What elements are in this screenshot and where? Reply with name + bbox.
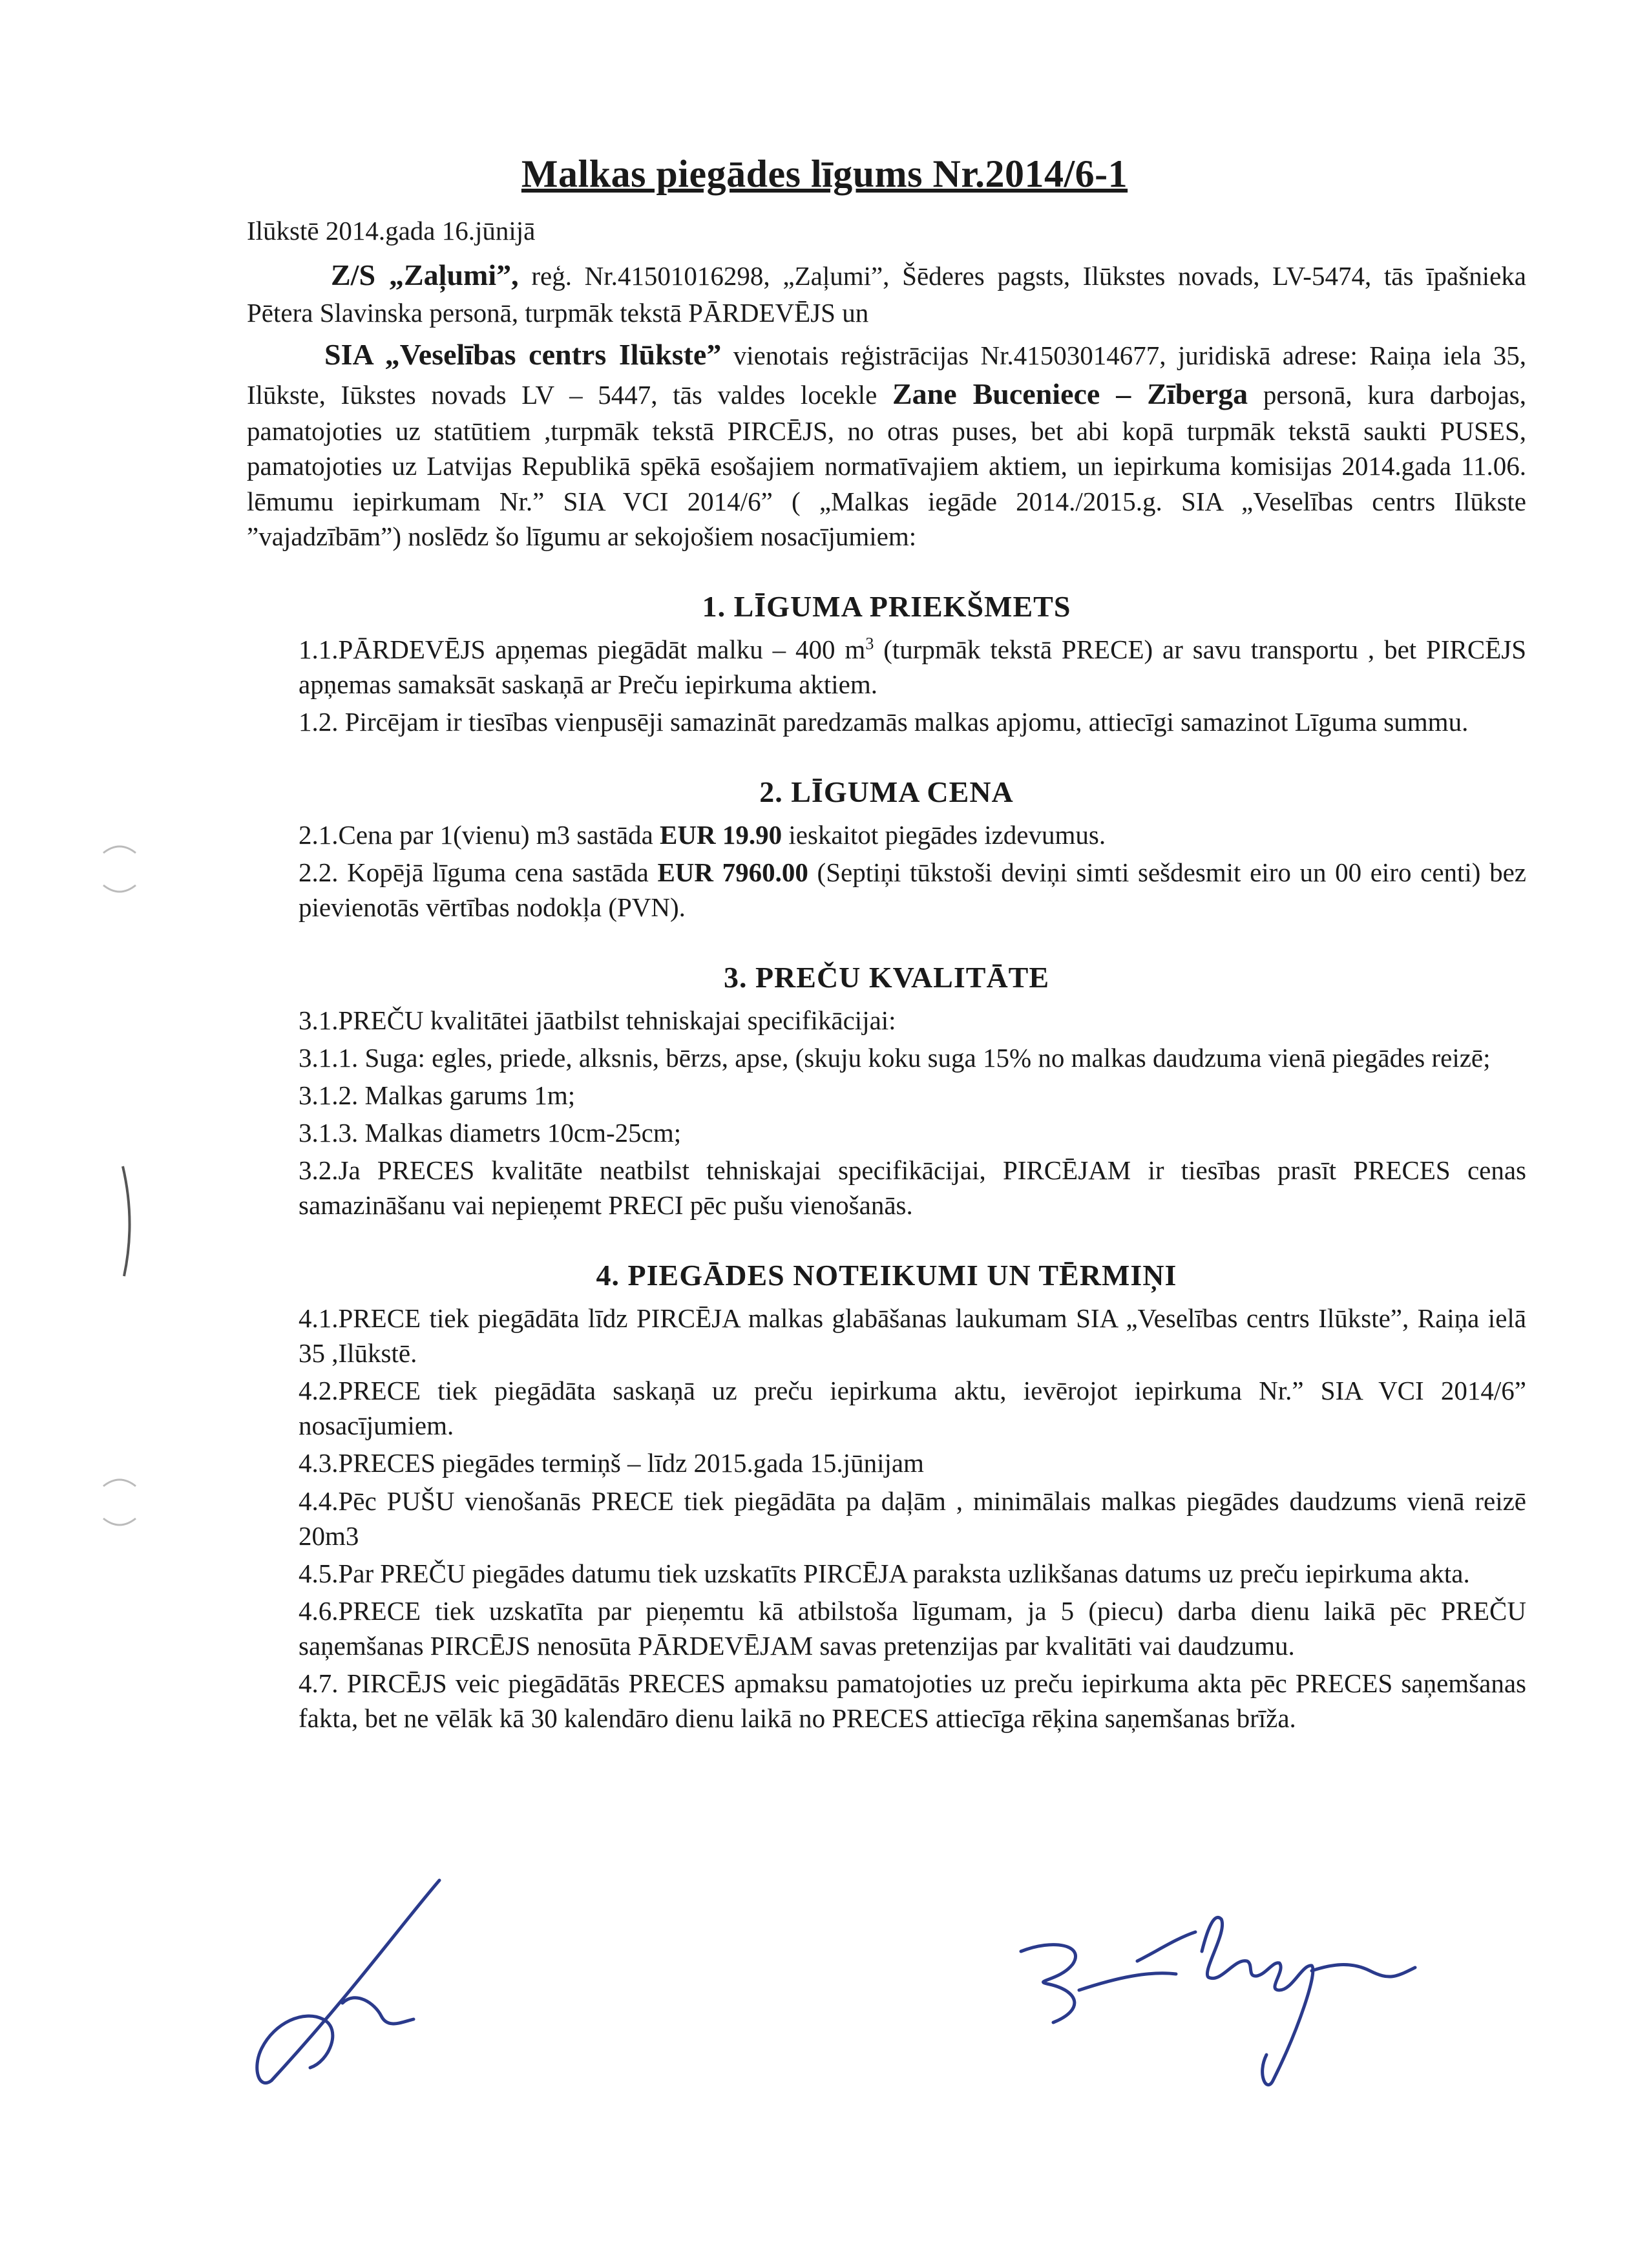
party-seller-text: reģ. Nr.41501016298, „Zaļumi”, Šēderes pagsts, Ilūkstes novads, LV-5474, tās īpašnieka Pētera Slavinska personā, turpmāk tekstā PĀRDEVĒJS un: [247, 261, 1526, 328]
place-date: Ilūkstē 2014.gada 16.jūnijā: [247, 216, 536, 246]
section-heading-4: 4. PIEGĀDES NOTEIKUMI UN TĒRMIŅI: [596, 1259, 1177, 1292]
section-heading-3: 3. PREČU KVALITĀTE: [723, 960, 1050, 994]
clause-4-2: 4.2.PRECE tiek piegādāta saskaņā uz preču iepirkuma aktu, ievērojot iepirkuma Nr.” SIA VCI 2014/6” nosacījumiem.: [299, 1376, 1526, 1441]
section-heading-1: 1. LĪGUMA PRIEKŠMETS: [702, 589, 1071, 623]
clause-text: 2.2. Kopējā līguma cena sastāda: [299, 857, 658, 887]
buyer-signature-icon: [1008, 1900, 1422, 2094]
clause-4-7: 4.7. PIRCĒJS veic piegādātās PRECES apmaksu pamatojoties uz preču iepirkuma akta pēc PRECES saņemšanas fakta, bet ne vēlāk kā 30 kalendāro dienu laikā no PRECES attiecīga rēķina saņemšanas brīža.: [299, 1668, 1526, 1734]
clause-text: (Septiņi tūkstoši deviņi simti sešdesmit eiro un 00 eiro centi) bez pievienotās vērtības nodokļa (PVN).: [299, 857, 1526, 922]
clause-3-1-1: 3.1.1. Suga: egles, priede, alksnis, bērzs, apse, (skuju koku suga 15% no malkas daudzuma vienā piegādes reizē;: [299, 1042, 1491, 1073]
clause-3-1-2: 3.1.2. Malkas garums 1m;: [299, 1080, 576, 1110]
party-buyer-text-c: personā, kura darbojas, pamatojoties uz statūtiem ,turpmāk tekstā PIRCĒJS, no otras puses, bet abi kopā turpmāk tekstā saukti PUSES, pamatojoties uz Latvijas Republikā spēkā esošajiem normatīvajiem aktiem, un iepirkuma komisijas 2014.gada 11.06. lēmumu iepirkumam Nr.” SIA VCI 2014/6” ( „Malkas iegāde 2014./2015.g. SIA „Veselības centrs Ilūkste ”vajadzībām”) noslēdz šo līgumu ar sekojošiem nosacījumiem:: [247, 379, 1526, 551]
binder-mark-1: [90, 840, 149, 898]
clause-4-6: 4.6.PRECE tiek uzskatīta par pieņemtu kā atbilstoša līgumam, ja 5 (piecu) darba dienu laikā pēc PREČU saņemšanas PIRCĒJS nenosūta PĀRDEVĒJAM savas pretenzijas par kvalitāti vai daudzumu.: [299, 1595, 1526, 1661]
clause-3-1: 3.1.PREČU kvalitātei jāatbilst tehniskajai specifikācijai:: [299, 1005, 896, 1035]
binder-mark-2: [116, 1163, 142, 1279]
clause-text: 2.1.Cena par 1(vienu) m3 sastāda: [299, 819, 660, 850]
price-total: EUR 7960.00: [657, 857, 808, 887]
party-seller: [247, 256, 1526, 330]
party-buyer-representative: Zane Buceniece – Zīberga: [892, 377, 1248, 410]
clause-4-5: 4.5.Par PREČU piegādes datumu tiek uzskatīts PIRCĒJA paraksta uzlikšanas datums uz preču iepirkuma akta.: [299, 1558, 1470, 1588]
clause-3-2: 3.2.Ja PRECES kvalitāte neatbilst tehniskajai specifikācijai, PIRCĒJAM ir tiesības prasīt PRECES cenas samazināšanu vai nepieņemt PRECI pēc pušu vienošanās.: [299, 1155, 1526, 1221]
clause-text: ieskaitot piegādes izdevumus.: [782, 819, 1106, 850]
clause-1-2: 1.2. Pircējam ir tiesības vienpusēji samazināt paredzamās malkas apjomu, attiecīgi samazinot Līguma summu.: [299, 706, 1469, 737]
seller-signature-icon: [246, 1874, 478, 2094]
party-buyer-name: SIA „Veselības centrs Ilūkste”: [324, 337, 722, 371]
party-seller-name: Z/S „Zaļumi”,: [331, 258, 519, 292]
clause-4-3: 4.3.PRECES piegādes termiņš – līdz 2015.gada 15.jūnijam: [299, 1448, 924, 1478]
superscript: 3: [865, 633, 874, 653]
clause-4-1: 4.1.PRECE tiek piegādāta līdz PIRCĒJA malkas glabāšanas laukumam SIA „Veselības centrs Ilūkste”, Raiņa ielā 35 ,Ilūkstē.: [299, 1303, 1526, 1369]
party-buyer: [247, 335, 1526, 554]
clause-1-1: [299, 632, 1526, 702]
signature-area: [0, 1874, 1649, 2100]
price-unit: EUR 19.90: [660, 819, 782, 850]
document-title: Malkas piegādes līgums Nr.2014/6-1: [521, 152, 1128, 195]
party-buyer-text-a: vienotais reģistrācijas Nr.41503014677, juridiskā adrese: Raiņa iela 35, Ilūkste, Iūkstes novads LV – 5447, tās valdes locekle: [247, 340, 1527, 410]
clause-2-2: [299, 855, 1526, 925]
clause-3-1-3: 3.1.3. Malkas diametrs 10cm-25cm;: [299, 1117, 682, 1148]
clause-2-1: [299, 817, 1526, 852]
clause-4-4: 4.4.Pēc PUŠU vienošanās PRECE tiek piegādāta pa daļām , minimālais malkas piegādes daudzums vienā reizē 20m3: [299, 1486, 1526, 1551]
clause-text: (turpmāk tekstā PRECE) ar savu transportu , bet PIRCĒJS apņemas samaksāt saskaņā ar Preču iepirkuma aktiem.: [299, 634, 1526, 699]
binder-mark-3: [90, 1473, 149, 1531]
document-body: [247, 213, 1526, 1738]
clause-text: 1.1.PĀRDEVĒJS apņemas piegādāt malku – 400 m: [299, 634, 866, 664]
section-heading-2: 2. LĪGUMA CENA: [759, 775, 1014, 808]
